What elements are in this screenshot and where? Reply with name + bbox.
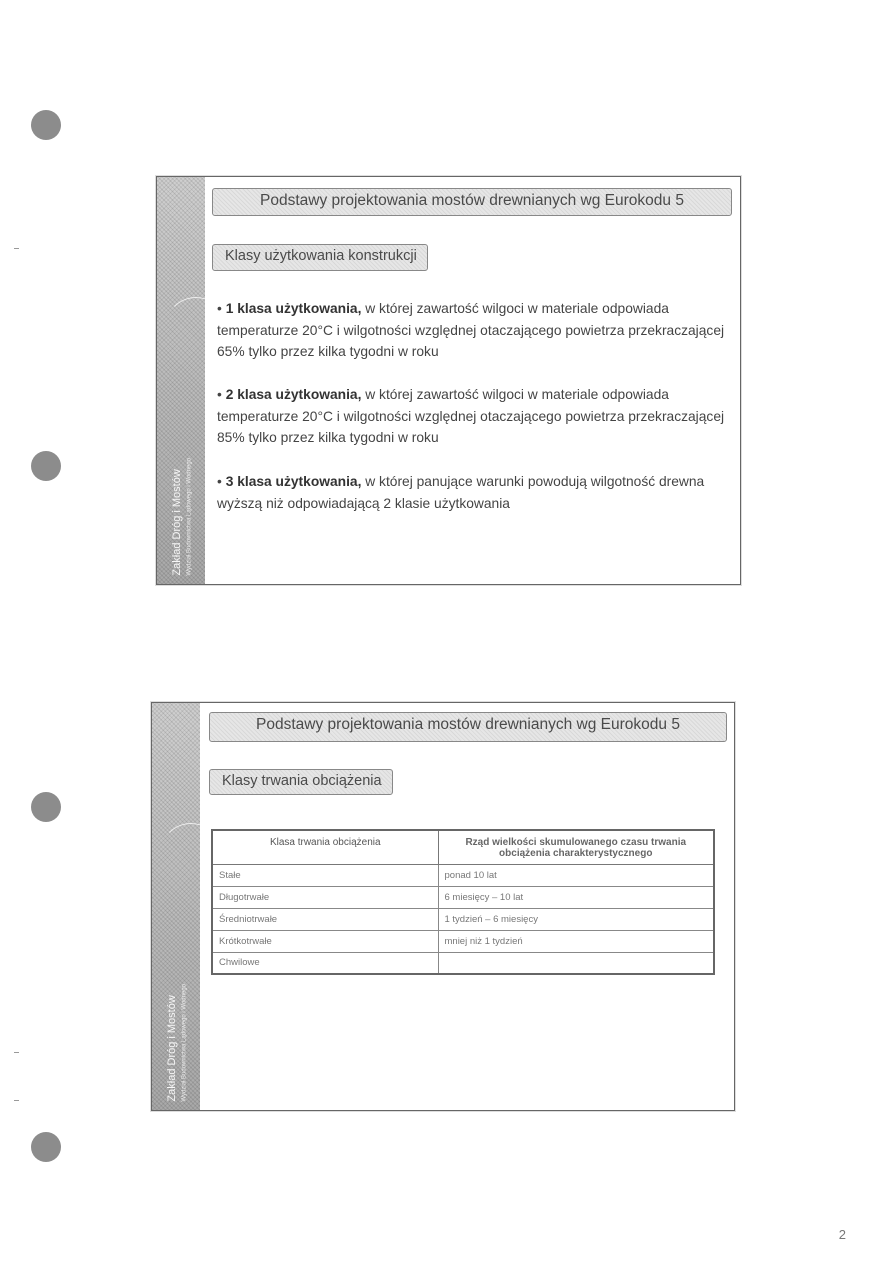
binder-hole bbox=[31, 110, 61, 140]
table-row bbox=[212, 952, 714, 974]
slide-usage-classes bbox=[156, 176, 741, 585]
slide-sidebar bbox=[157, 177, 205, 584]
bullet-item: • 1 klasa użytkowania, w której zawartość wilgoci w materiale odpowiada temperaturze 20°C i wilgotności względnej otaczającego powietrza przekraczającej 65% tylko przez kilka tygodni w roku bbox=[217, 301, 725, 359]
table-header-cell: Klasa trwania obciążenia bbox=[212, 830, 438, 864]
bullet-item: • 2 klasa użytkowania, w której zawartość wilgoci w materiale odpowiada temperaturze 20°C i wilgotności względnej otaczającego powietrza przekraczającej 85% tylko przez kilka tygodni w roku bbox=[217, 387, 725, 445]
slide-subtitle: Klasy użytkowania konstrukcji bbox=[212, 244, 428, 271]
page-number: 2 bbox=[838, 1227, 846, 1242]
load-duration-table bbox=[211, 829, 715, 975]
margin-tick bbox=[14, 248, 19, 249]
table-row bbox=[212, 930, 714, 952]
table-header-cell: Rząd wielkości skumulowanego czasu trwania obciążenia charakterystycznego bbox=[438, 830, 714, 864]
bullet-item: • 3 klasa użytkowania, w której panujące warunki powodują wilgotność drewna wyższą niż odpowiadającą 2 klasie użytkowania bbox=[217, 474, 705, 511]
table-row bbox=[212, 886, 714, 908]
table-cell: Stałe bbox=[212, 864, 438, 886]
sidebar-org-label: Zakład Dróg i Mostów Wydział Budownictwa Lądowego i Wodnego bbox=[171, 458, 193, 576]
table-cell: Długotrwałe bbox=[212, 886, 438, 908]
table-cell: mniej niż 1 tydzień bbox=[438, 930, 714, 952]
bridge-arc-graphic bbox=[160, 823, 200, 885]
binder-hole bbox=[31, 451, 61, 481]
margin-tick bbox=[14, 1100, 19, 1101]
binder-hole bbox=[31, 792, 61, 822]
table-cell: Krótkotrwałe bbox=[212, 930, 438, 952]
table-row bbox=[212, 908, 714, 930]
slide-title: Podstawy projektowania mostów drewnianych wg Eurokodu 5 bbox=[209, 712, 727, 742]
table-cell: Średniotrwałe bbox=[212, 908, 438, 930]
slide-load-duration-classes bbox=[151, 702, 735, 1111]
margin-tick bbox=[14, 1052, 19, 1053]
sidebar-org-label: Zakład Dróg i Mostów Wydział Budownictwa Lądowego i Wodnego bbox=[166, 984, 188, 1102]
slide-sidebar bbox=[152, 703, 200, 1110]
table-cell: ponad 10 lat bbox=[438, 864, 714, 886]
table-cell bbox=[438, 952, 714, 974]
binder-hole bbox=[31, 1132, 61, 1162]
table-cell: Chwilowe bbox=[212, 952, 438, 974]
slide-title: Podstawy projektowania mostów drewnianych wg Eurokodu 5 bbox=[212, 188, 732, 216]
slide-subtitle: Klasy trwania obciążenia bbox=[209, 769, 393, 795]
table-cell: 1 tydzień – 6 miesięcy bbox=[438, 908, 714, 930]
table-header-row bbox=[212, 830, 714, 864]
table-row bbox=[212, 864, 714, 886]
table-cell: 6 miesięcy – 10 lat bbox=[438, 886, 714, 908]
bridge-arc-graphic bbox=[165, 297, 205, 359]
